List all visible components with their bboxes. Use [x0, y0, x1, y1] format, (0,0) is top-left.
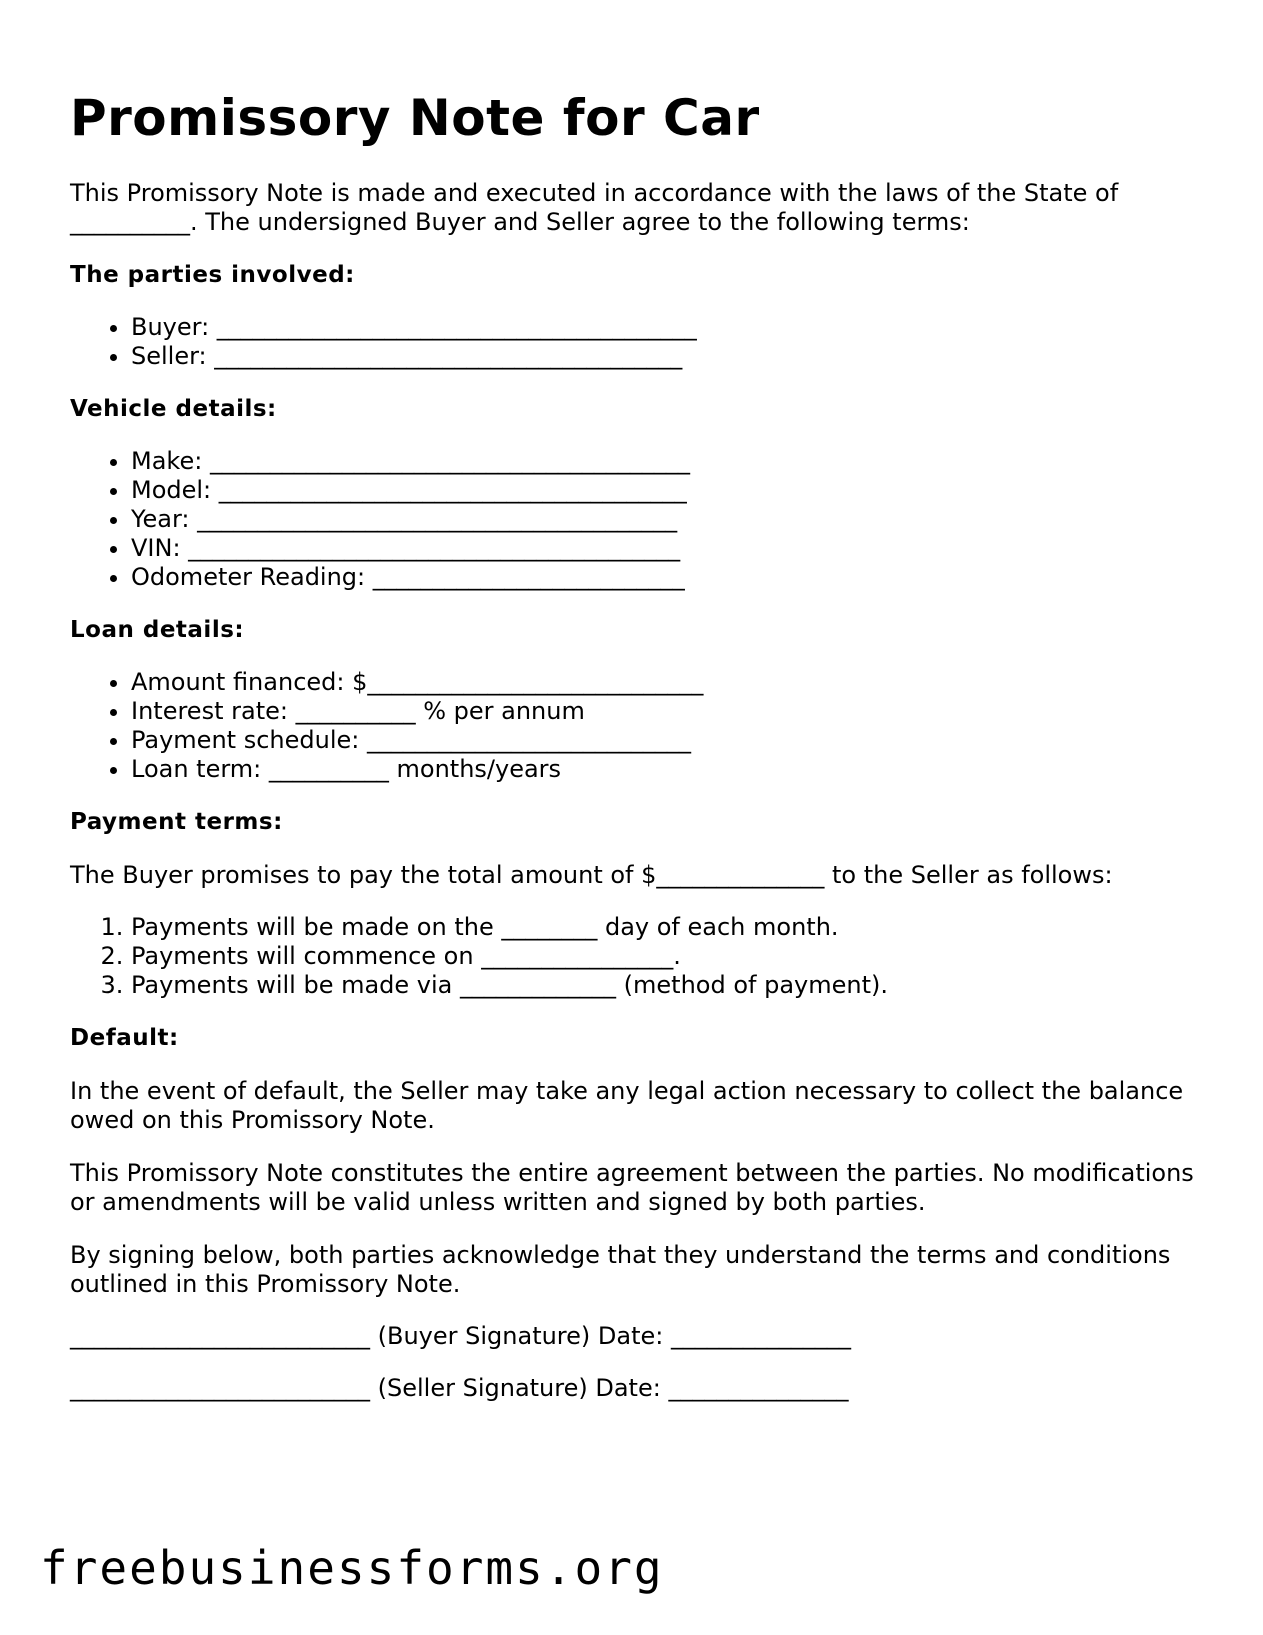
list-item: • Seller: _______________________________________: [131, 342, 1210, 371]
loan-heading: Loan details:: [70, 617, 245, 643]
parties-list: [70, 313, 1210, 371]
list-item: • Payment schedule: ___________________________: [131, 726, 1210, 755]
default-heading: Default:: [70, 1025, 179, 1051]
vehicle-heading: Vehicle details:: [70, 396, 277, 422]
list-item: • Buyer: ________________________________________: [131, 313, 1210, 342]
seller-signature-line: _________________________ (Seller Signature) Date: _______________: [70, 1374, 849, 1402]
list-item: 3. Payments will be made via _____________ (method of payment).: [131, 971, 1210, 1000]
loan-list: [70, 668, 1210, 784]
list-item: • Loan term: __________ months/years: [131, 755, 1210, 784]
default-paragraph: In the event of default, the Seller may take any legal action necessary to collect the balance owed on this Promissory Note.: [70, 1077, 1184, 1134]
list-item: • Odometer Reading: __________________________: [131, 563, 1210, 592]
payment-list: [70, 913, 1210, 1000]
list-item: 1. Payments will be made on the ________ day of each month.: [131, 913, 1210, 942]
list-item: • Make: ________________________________________: [131, 447, 1210, 476]
watermark-text: freebusinessforms.org: [40, 1541, 664, 1595]
entire-agreement-paragraph: This Promissory Note constitutes the entire agreement between the parties. No modifications or amendments will be valid unless written and signed by both parties.: [70, 1159, 1194, 1216]
vehicle-list: [70, 447, 1210, 592]
intro-paragraph: This Promissory Note is made and executed in accordance with the laws of the State of __________. The undersigned Buyer and Seller agree to the following terms:: [70, 179, 1119, 236]
payment-heading: Payment terms:: [70, 809, 283, 835]
document-title: Promissory Note for Car: [70, 89, 760, 147]
list-item: • Amount financed: $____________________________: [131, 668, 1210, 697]
parties-heading: The parties involved:: [70, 262, 355, 288]
list-item: • Interest rate: __________ % per annum: [131, 697, 1210, 726]
payment-paragraph: The Buyer promises to pay the total amount of $______________ to the Seller as follows:: [70, 861, 1113, 889]
list-item: • Year: ________________________________________: [131, 505, 1210, 534]
acknowledgement-paragraph: By signing below, both parties acknowledge that they understand the terms and conditions outlined in this Promissory Note.: [70, 1241, 1171, 1298]
list-item: • Model: _______________________________________: [131, 476, 1210, 505]
document-page: [70, 0, 1210, 1403]
buyer-signature-line: _________________________ (Buyer Signature) Date: _______________: [70, 1322, 851, 1350]
list-item: 2. Payments will commence on ________________.: [131, 942, 1210, 971]
list-item: • VIN: _________________________________________: [131, 534, 1210, 563]
